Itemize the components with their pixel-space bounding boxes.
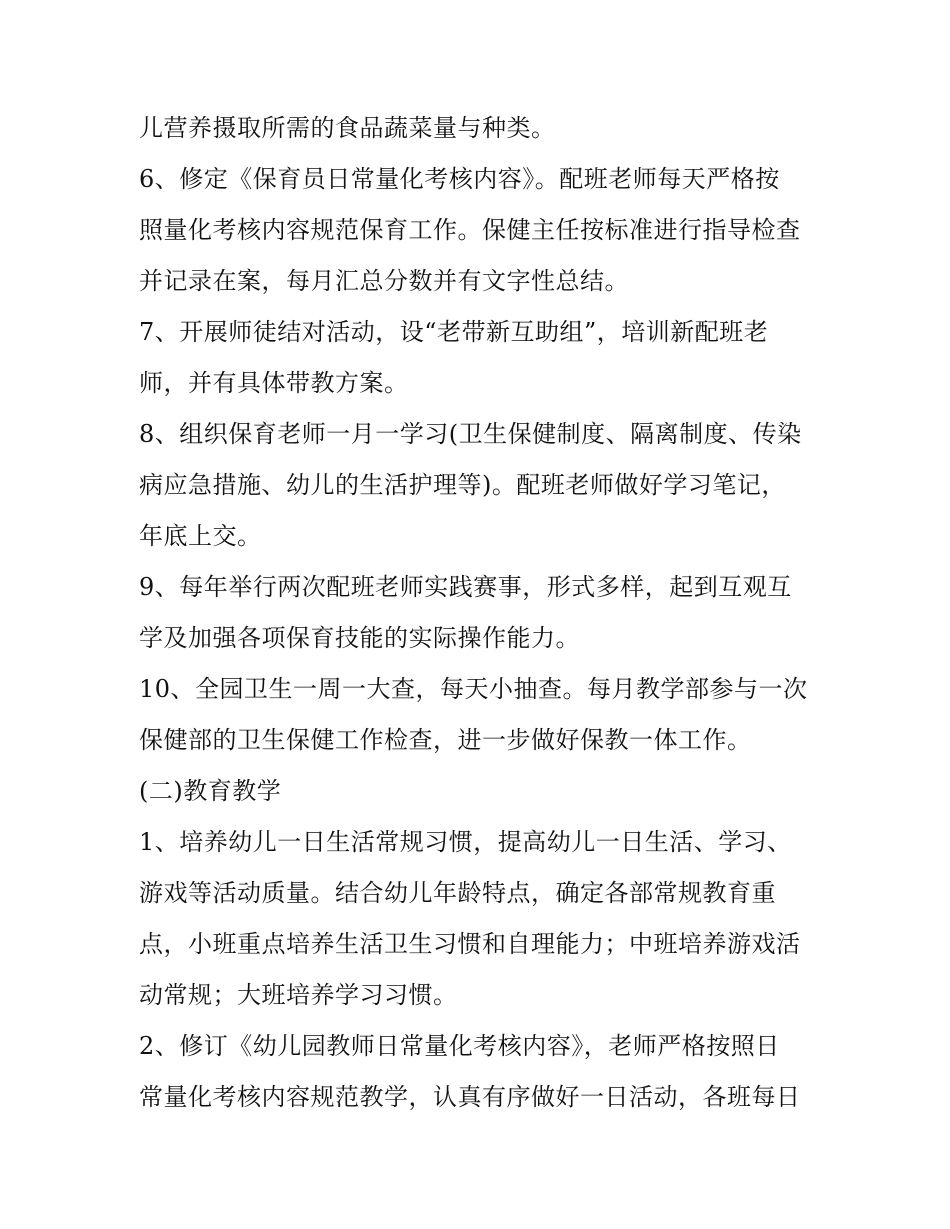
- text-line: 年底上交。: [139, 522, 262, 550]
- document-body: [139, 103, 819, 1123]
- text-line: 动常规；大班培养学习习惯。: [139, 981, 458, 1009]
- text-line: 8、组织保育老师一月一学习(卫生保健制度、隔离制度、传染: [139, 420, 802, 448]
- text-line: 1、培养幼儿一日生活常规习惯，提高幼儿一日生活、学习、: [139, 828, 792, 856]
- text-line: 9、每年举行两次配班老师实践赛事，形式多样，起到互观互: [139, 573, 792, 601]
- text-line: 6、修定《保育员日常量化考核内容》。配班老师每天严格按: [139, 165, 780, 193]
- text-line: 点，小班重点培养生活卫生习惯和自理能力；中班培养游戏活: [139, 930, 801, 958]
- text-line: 儿营养摄取所需的食品蔬菜量与种类。: [139, 114, 556, 142]
- text-line: 保健部的卫生保健工作检查，进一步做好保教一体工作。: [139, 726, 752, 754]
- text-line: 游戏等活动质量。结合幼儿年龄特点，确定各部常规教育重: [139, 879, 776, 907]
- text-line: 10、全园卫生一周一大查，每天小抽查。每月教学部参与一次: [139, 675, 808, 703]
- text-line: 2、修订《幼儿园教师日常量化考核内容》，老师严格按照日: [139, 1032, 780, 1060]
- text-line: 常量化考核内容规范教学，认真有序做好一日活动，各班每日: [139, 1083, 801, 1111]
- text-line: 并记录在案，每月汇总分数并有文字性总结。: [139, 267, 629, 295]
- text-line: 病应急措施、幼儿的生活护理等)。配班老师做好学习笔记，: [139, 471, 786, 499]
- text-line: 7、开展师徒结对活动，设“老带新互助组”，培训新配班老: [139, 318, 769, 346]
- text-line: 学及加强各项保育技能的实际操作能力。: [139, 624, 580, 652]
- text-line: 照量化考核内容规范保育工作。保健主任按标准进行指导检查: [139, 216, 801, 244]
- text-line: 师，并有具体带教方案。: [139, 369, 409, 397]
- section-heading: (二)教育教学: [139, 777, 282, 805]
